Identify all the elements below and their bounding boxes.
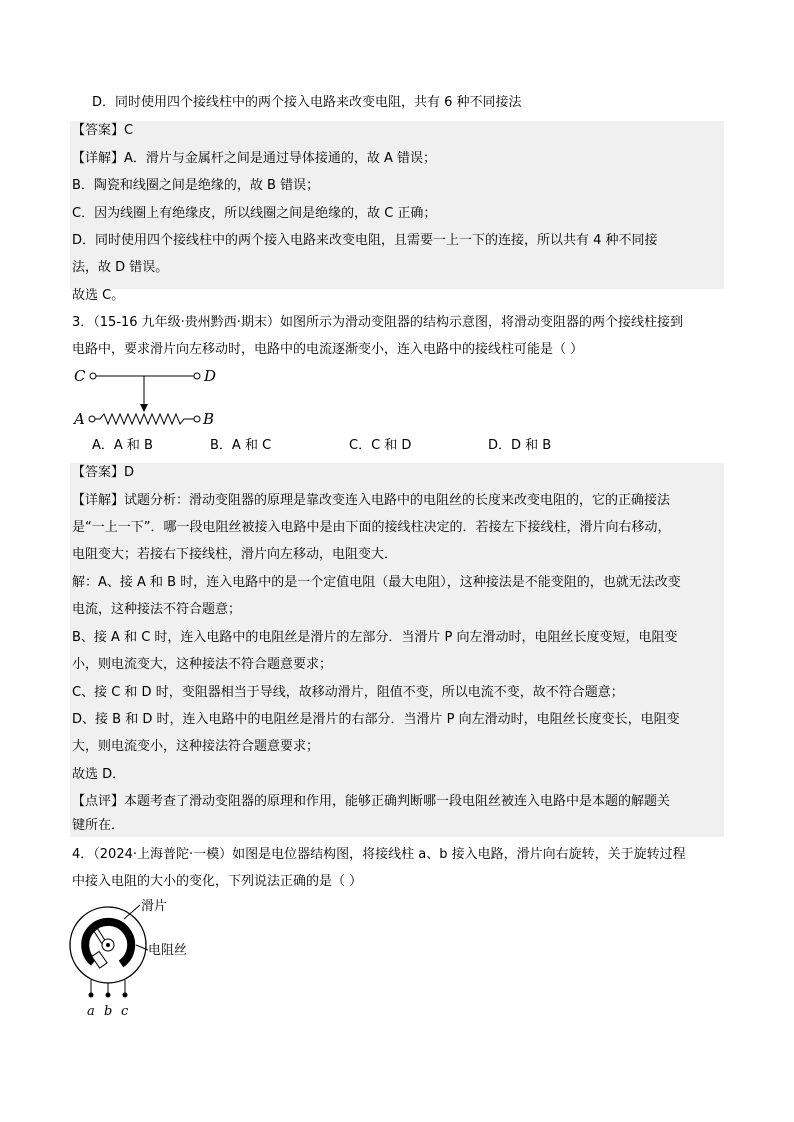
q2-answer: 【答案】C [72,123,134,138]
q3-stem-line: 电路中，要求滑片向左移动时，电路中的电流逐渐变小，连入电路中的接线柱可能是（ ） [72,342,584,357]
terminal-c-label: C [74,367,86,385]
q3-explain-line: 解：A、接 A 和 B 时，连入电路中的是一个定值电阻（最大电阻），这种接法是不能变阻的，也就无法改变 [72,575,681,590]
q3-explain-line: 是“一上一下”．哪一段电阻丝被接入电路中是由下面的接线柱决定的．若接左下接线柱，滑片向右移动， [72,520,671,535]
q3-explain-line: 电流，这种接法不符合题意； [72,602,242,617]
terminal-a [89,416,95,422]
q3-explain-line: 键所在． [72,818,125,833]
wire-label: 电阻丝 [148,943,188,958]
pivot-center [106,943,110,947]
terminal-b-dot [106,993,111,998]
q2-explain-line: C．因为线圈上有绝缘皮，所以线圈之间是绝缘的，故 C 正确； [72,206,437,221]
q3-explain-line: 【详解】试题分析：滑动变阻器的原理是靠改变连入电路中的电阻丝的长度来改变电阻的，它的正确接法 [72,493,671,508]
terminal-b-label: B [203,410,215,428]
terminal-a-label: A [74,410,85,428]
terminal-c-dot [123,993,128,998]
q3-explain-line: 电阻变大；若接右下接线柱，滑片向左移动，电阻变大． [72,547,398,562]
terminal-a-dot [89,993,94,998]
q4-stem-line: 中接入电阻的大小的变化，下列说法正确的是（ ） [72,874,363,889]
q3-explain-line: 大，则电流变小，这种接法符合题意要求； [72,739,320,754]
terminal-d-label: D [204,367,217,385]
q3-option-b: B．A 和 C [210,438,272,453]
terminal-c-label: c [121,1004,129,1019]
terminal-c [90,373,96,379]
q3-explain-line: C、接 C 和 D 时，变阻器相当于导线，故移动滑片，阻值不变，所以电流不变，故不符合题意； [72,685,624,700]
q3-explain-line: B、接 A 和 C 时，连入电路中的电阻丝是滑片的左部分．当滑片 P 向左滑动时，电阻丝长度变短，电阻变 [72,630,678,645]
rheostat-diagram [60,362,230,432]
q3-explain-line: 故选 D． [72,767,126,782]
slider-arrow [140,404,148,412]
q3-answer: 【答案】D [72,465,135,480]
q3-explain-line: 【点评】本题考查了滑动变阻器的原理和作用，能够正确判断哪一段电阻丝被连入电路中是本题的解题关 [72,794,671,809]
terminal-a-label: a [87,1004,95,1019]
q3-stem-line: 3．（15-16 九年级·贵州黔西·期末）如图所示为滑动变阻器的结构示意图，将滑动变阻器的两个接线柱接到 [72,315,683,330]
q2-explain-line: 故选 C。 [72,288,125,303]
potentiometer-diagram [60,895,230,1025]
q2-explain-line: B．陶瓷和线圈之间是绝缘的，故 B 错误； [72,178,320,193]
q2-explain-line: 法，故 D 错误。 [72,260,169,275]
q3-explain-line: D、接 B 和 D 时，连入电路中的电阻丝是滑片的右部分．当滑片 P 向左滑动时，电阻丝长度变长，电阻变 [72,712,680,727]
q3-option-d: D．D 和 B [488,438,552,453]
q2-explain-line: 【详解】A．滑片与金属杆之间是通过导体接通的，故 A 错误； [72,151,437,166]
terminal-b [194,416,200,422]
q3-option-a: A．A 和 B [92,438,153,453]
terminal-d [194,373,200,379]
slider-label: 滑片 [141,899,168,914]
prev-option-d: D．同时使用四个接线柱中的两个接入电路来改变电阻，共有 6 种不同接法 [92,95,522,110]
q3-option-c: C．C 和 D [349,438,412,453]
q2-explain-line: D．同时使用四个接线柱中的两个接入电路来改变电阻，且需要一上一下的连接，所以共有 4 种不同接 [72,233,658,248]
resistance-wire [95,414,194,424]
q3-explain-line: 小，则电流变大，这种接法不符合题意要求； [72,657,333,672]
q4-stem-line: 4．（2024·上海普陀·一模）如图是电位器结构图，将接线柱 a、b 接入电路，滑片向右旋转，关于旋转过程 [72,847,686,862]
terminal-b-label: b [104,1004,113,1019]
